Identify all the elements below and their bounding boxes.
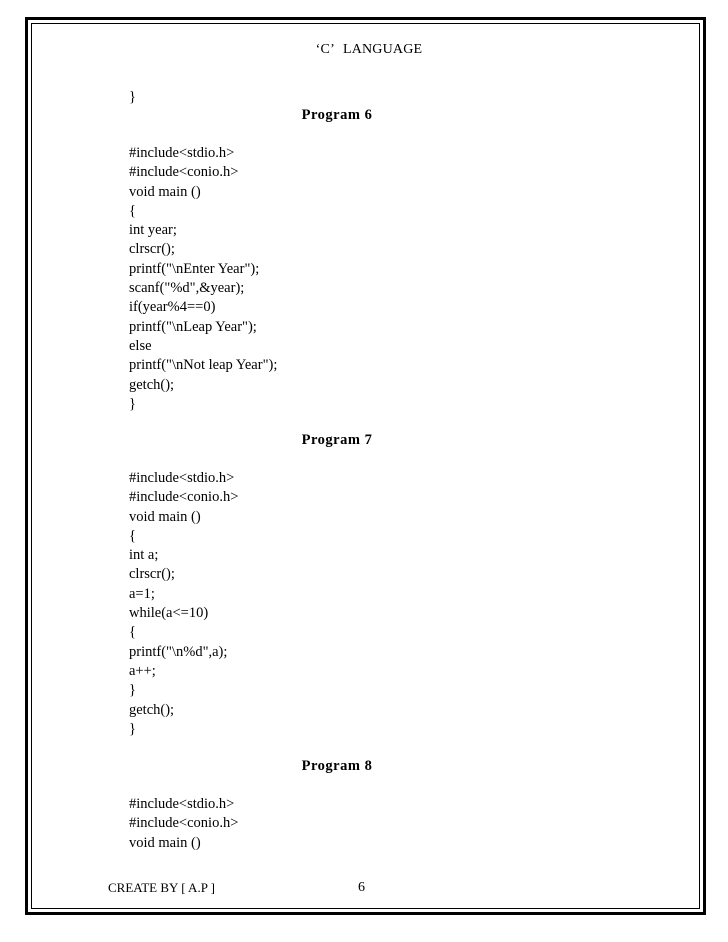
- code-line: printf("\nNot leap Year");: [129, 357, 278, 374]
- code-line: void main (): [129, 508, 201, 525]
- code-line: printf("\n%d",a);: [129, 643, 228, 660]
- code-line: #include<conio.h>: [129, 489, 239, 506]
- code-line: printf("\nLeap Year");: [129, 318, 257, 335]
- previous-program-closing-brace: }: [129, 89, 136, 105]
- code-line: if(year%4==0): [129, 299, 216, 316]
- code-line: #include<stdio.h>: [129, 470, 235, 486]
- program-8-heading: Program 8: [301, 758, 373, 774]
- code-line: a=1;: [129, 585, 155, 602]
- code-line: clrscr();: [129, 241, 175, 258]
- code-line: int a;: [129, 547, 159, 564]
- code-line: getch();: [129, 376, 175, 393]
- code-line: void main (): [129, 183, 201, 200]
- header-title-word: LANGUAGE: [342, 42, 423, 57]
- code-line: #include<conio.h>: [129, 164, 239, 181]
- code-line: while(a<=10): [129, 605, 209, 622]
- program-6-heading: Program 6: [301, 107, 373, 123]
- code-line: printf("\nEnter Year");: [129, 260, 260, 277]
- code-line: scanf("%d",&year);: [129, 280, 245, 297]
- code-line: {: [129, 202, 136, 219]
- program-7-code: [129, 469, 629, 739]
- page-header: [0, 42, 728, 58]
- footer-credit: CREATE BY [ A.P ]: [108, 880, 216, 895]
- code-line: #include<conio.h>: [129, 815, 239, 832]
- program-8-code: [129, 795, 629, 853]
- code-line: {: [129, 527, 136, 544]
- program-7-heading: Program 7: [301, 432, 373, 448]
- page-number: 6: [358, 880, 365, 895]
- code-line: a++;: [129, 662, 156, 679]
- code-line: clrscr();: [129, 566, 175, 583]
- header-title-quote: ‘C’: [315, 42, 335, 57]
- code-line: }: [129, 720, 136, 737]
- code-line: }: [129, 395, 136, 412]
- code-line: else: [129, 337, 152, 354]
- code-line: int year;: [129, 222, 177, 239]
- program-6-code: [129, 144, 629, 414]
- code-line: #include<stdio.h>: [129, 796, 235, 812]
- code-line: #include<stdio.h>: [129, 145, 235, 161]
- code-line: getch();: [129, 701, 175, 718]
- code-line: }: [129, 682, 136, 699]
- code-line: void main (): [129, 834, 201, 851]
- code-line: {: [129, 624, 136, 641]
